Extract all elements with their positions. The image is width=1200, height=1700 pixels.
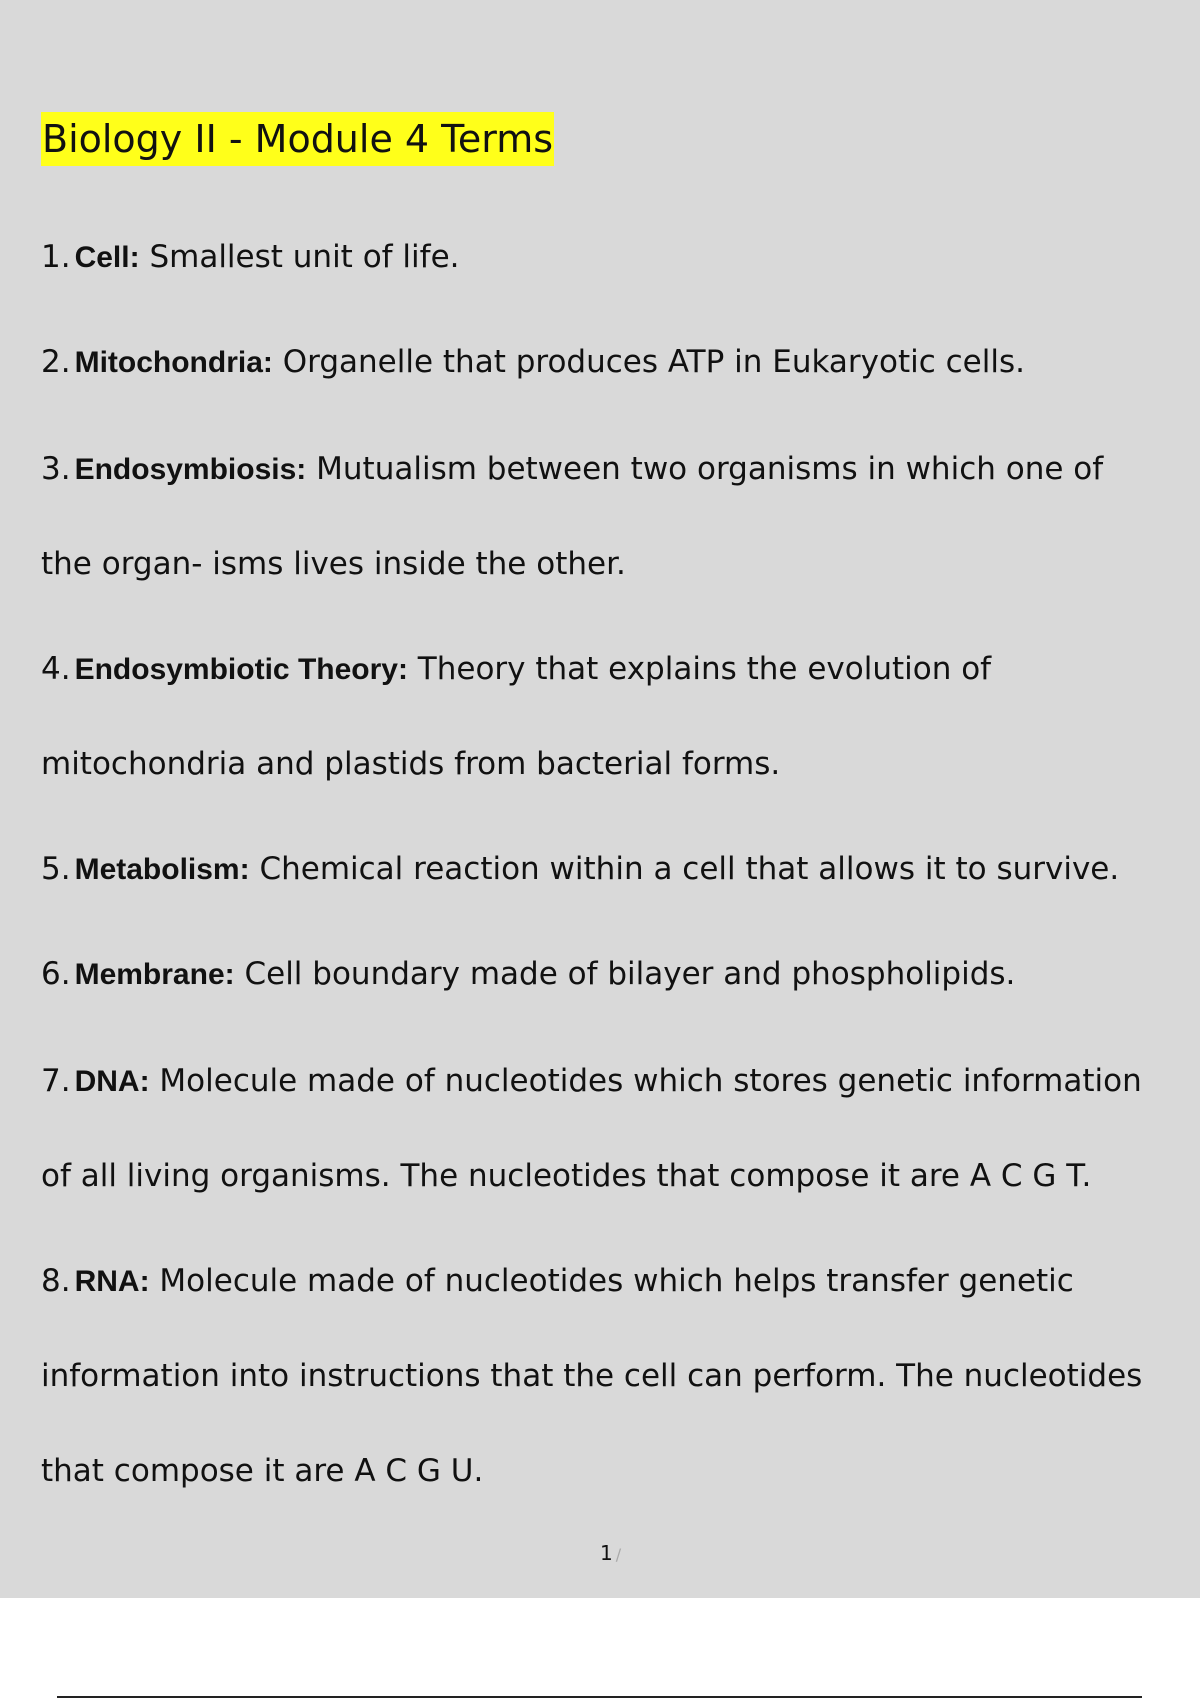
item-definition: Molecule made of nucleotides which stores genetic information xyxy=(149,1063,1142,1099)
item-number: 8. xyxy=(41,1263,71,1299)
list-item-membrane xyxy=(41,954,1015,995)
item-continuation-line: the organ- isms lives inside the other. xyxy=(41,546,626,582)
item-number: 4. xyxy=(41,651,71,687)
item-term: Membrane: xyxy=(74,958,235,991)
list-item-rna xyxy=(41,1261,1074,1302)
item-definition: Smallest unit of life. xyxy=(139,239,460,275)
item-continuation-line: that compose it are A C G U. xyxy=(41,1453,484,1489)
item-number: 7. xyxy=(41,1063,71,1099)
item-definition: Organelle that produces ATP in Eukaryotic cells. xyxy=(272,344,1025,380)
item-definition: Mutualism between two organisms in which one of xyxy=(306,451,1104,487)
item-number: 3. xyxy=(41,451,71,487)
item-term: RNA: xyxy=(74,1265,150,1298)
list-item-cell xyxy=(41,237,460,278)
footer-divider xyxy=(57,1696,1142,1698)
item-definition: Chemical reaction within a cell that allows it to survive. xyxy=(249,851,1120,887)
item-term: DNA: xyxy=(74,1065,150,1098)
item-continuation-line: information into instructions that the cell can perform. The nucleotides xyxy=(41,1358,1143,1394)
item-number: 2. xyxy=(41,344,71,380)
item-continuation-line: mitochondria and plastids from bacterial forms. xyxy=(41,746,781,782)
item-number: 6. xyxy=(41,956,71,992)
page-number xyxy=(600,1541,621,1567)
document-title: Biology II - Module 4 Terms xyxy=(41,112,554,166)
item-term: Endosymbiosis: xyxy=(74,453,307,486)
list-item-dna xyxy=(41,1061,1142,1102)
item-definition: Theory that explains the evolution of xyxy=(407,651,992,687)
item-term: Endosymbiotic Theory: xyxy=(74,653,408,686)
list-item-mitochondria xyxy=(41,342,1025,383)
list-item-metabolism xyxy=(41,849,1119,890)
item-number: 5. xyxy=(41,851,71,887)
page-number-separator: / xyxy=(615,1545,622,1564)
list-item-endosymbiosis xyxy=(41,449,1103,490)
item-definition: Cell boundary made of bilayer and phospholipids. xyxy=(234,956,1016,992)
item-number: 1. xyxy=(41,239,71,275)
list-item-endosymbiotic-theory xyxy=(41,649,991,690)
page-number-value: 1 xyxy=(600,1541,613,1565)
item-term: Mitochondria: xyxy=(74,346,273,379)
item-term: Metabolism: xyxy=(74,853,250,886)
item-term: Cell: xyxy=(74,241,140,274)
item-definition: Molecule made of nucleotides which helps transfer genetic xyxy=(149,1263,1074,1299)
item-continuation-line: of all living organisms. The nucleotides that compose it are A C G T. xyxy=(41,1158,1092,1194)
